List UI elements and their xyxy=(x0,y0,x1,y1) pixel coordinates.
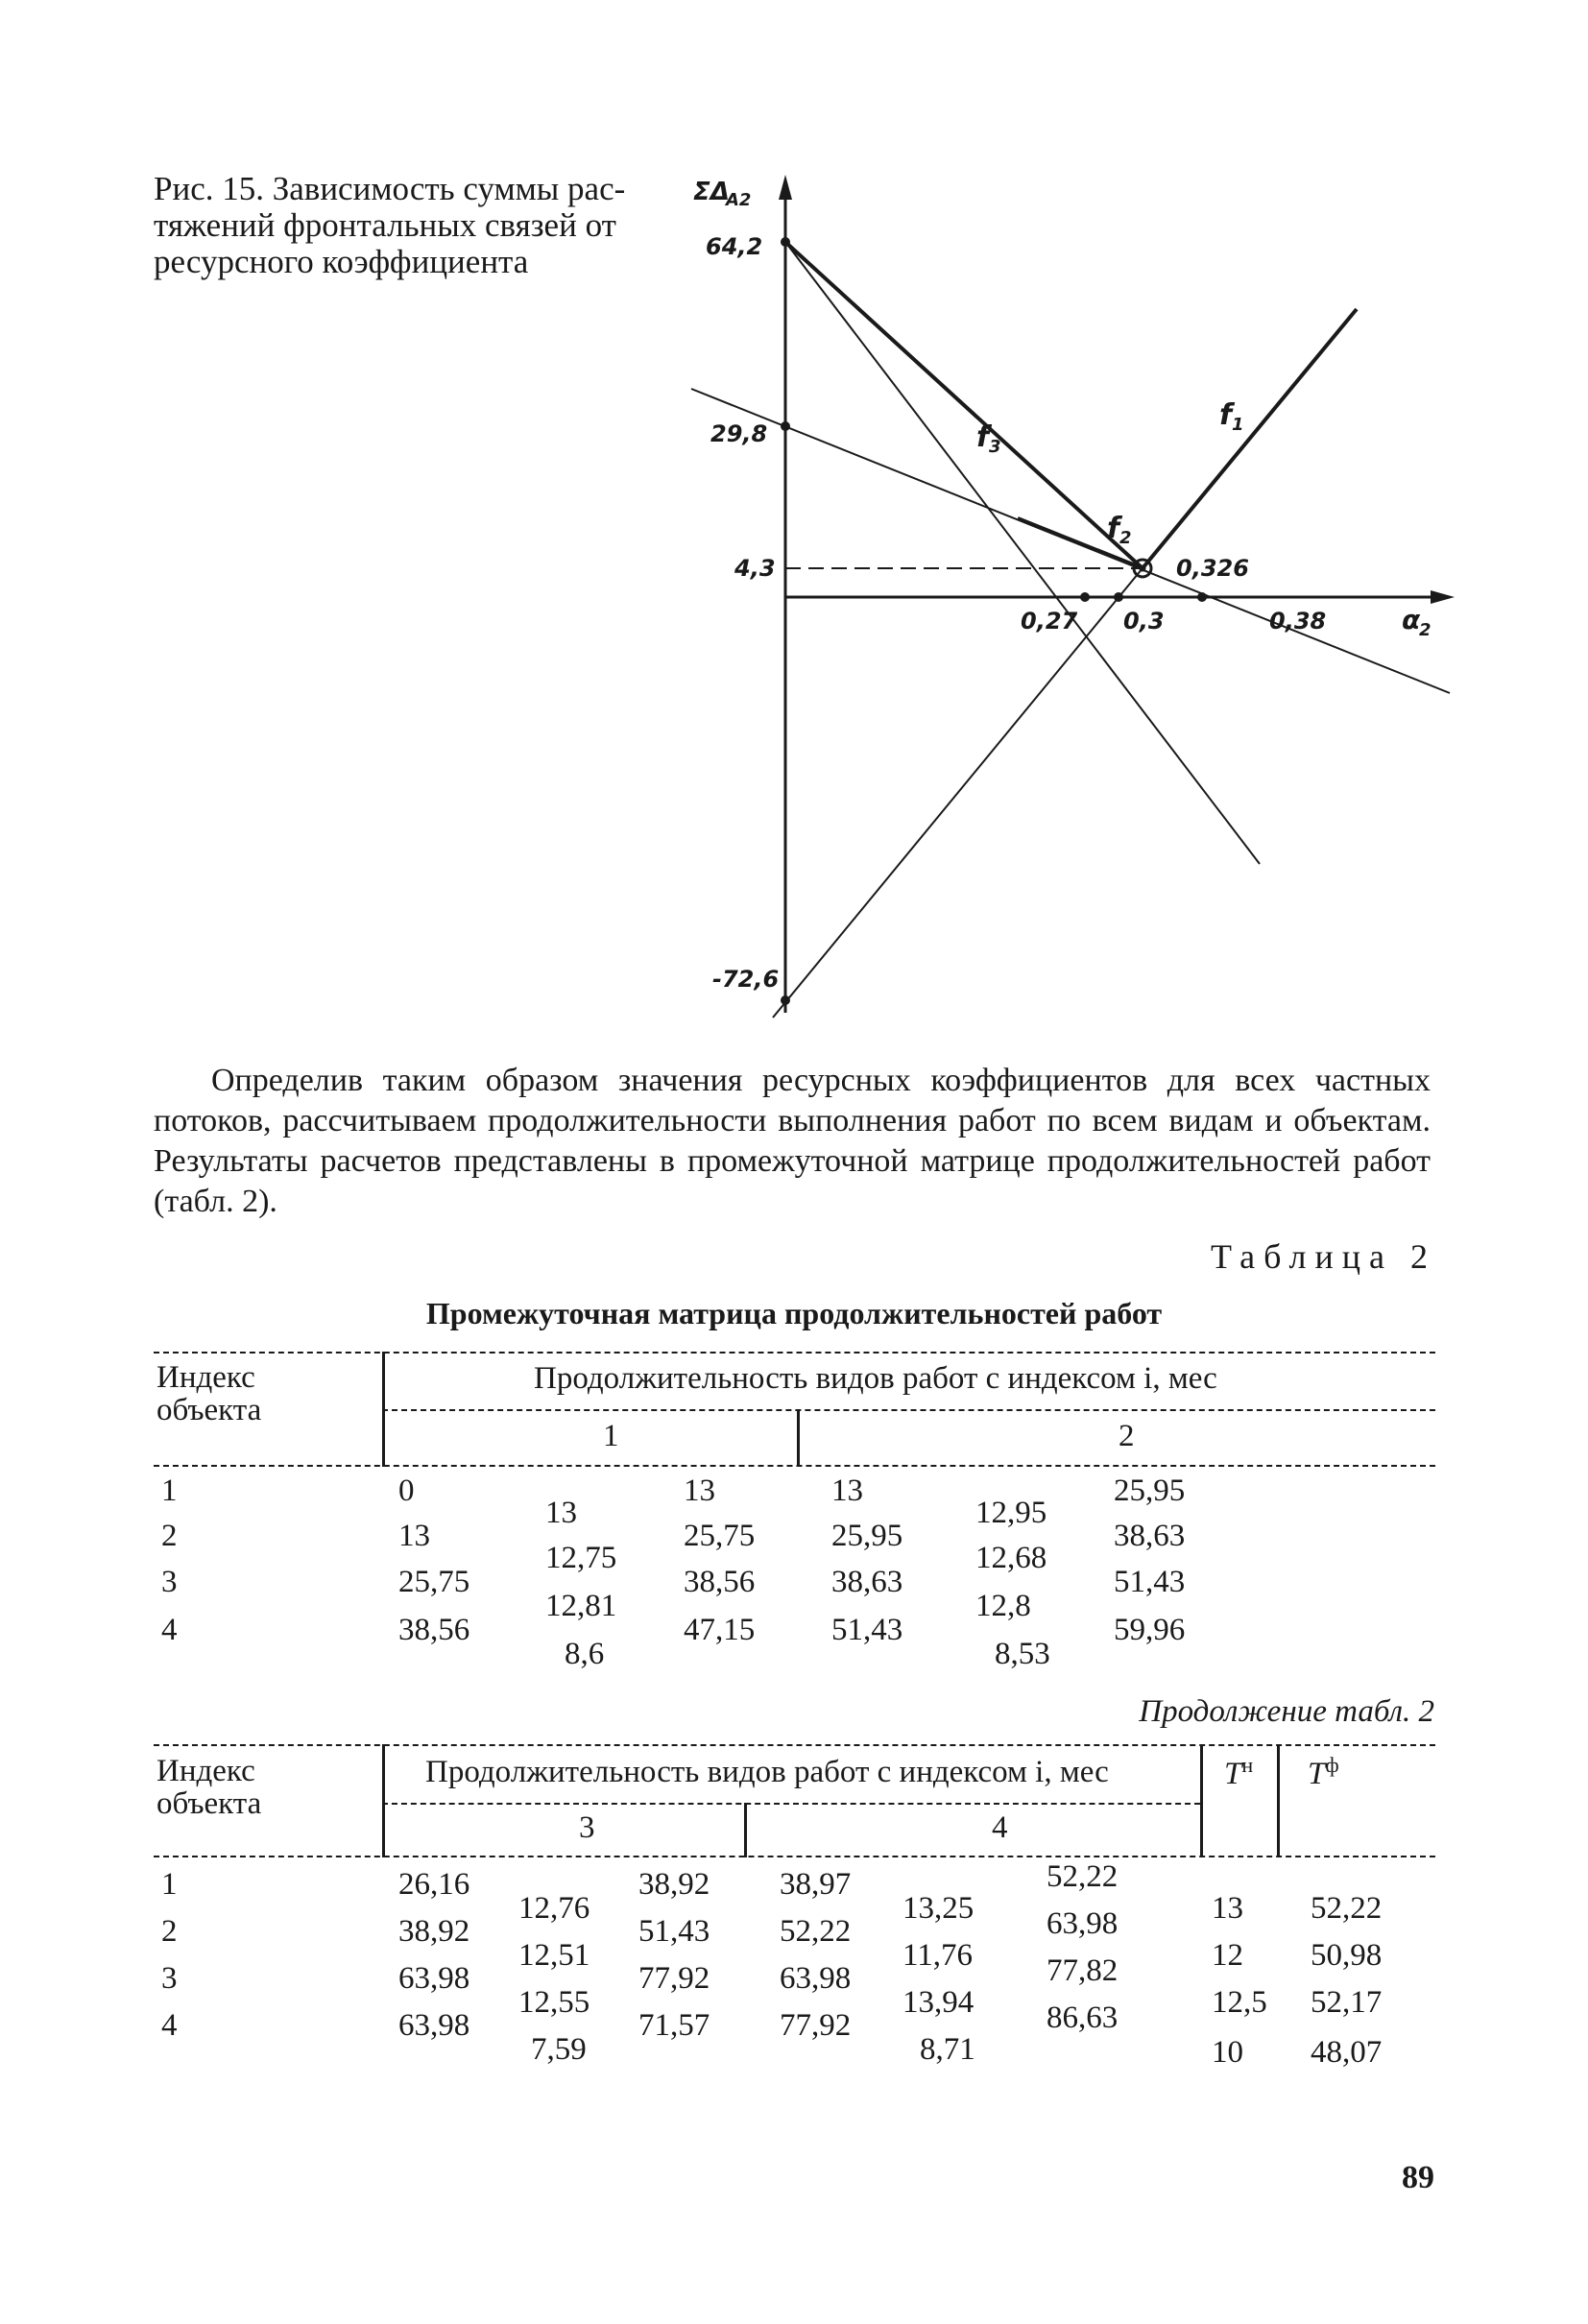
table2-end4: 52,22 xyxy=(1047,1859,1119,1894)
table2-dur4: 13,25 xyxy=(902,1891,974,1926)
table2-tn: 12,5 xyxy=(1212,1985,1267,2020)
table1-end1: 38,56 xyxy=(684,1565,756,1599)
table2-subcol-4: 4 xyxy=(992,1810,1008,1845)
f3-line-bold xyxy=(785,242,1143,568)
point-0-27 xyxy=(1080,592,1090,602)
table2-rule-mid xyxy=(382,1803,1200,1805)
table2-dur3: 12,76 xyxy=(518,1891,590,1926)
x-tick-0-3: 0,3 xyxy=(1123,608,1165,635)
f1-label: f xyxy=(1219,398,1233,432)
table2-header-tn-main: Т xyxy=(1224,1757,1242,1791)
table1-header-span: Продолжительность видов работ с индексом i, мес xyxy=(534,1361,1217,1396)
table1-end1: 13 xyxy=(684,1473,715,1508)
table2-header-tn-sup: н xyxy=(1241,1753,1254,1777)
optimum-label: 0,326 xyxy=(1176,555,1249,582)
table1-end2: 38,63 xyxy=(1114,1519,1186,1553)
table2-end3: 38,92 xyxy=(638,1867,710,1902)
table2-header-tf xyxy=(1308,1753,1339,1792)
table1-dur2: 8,53 xyxy=(995,1637,1050,1671)
table1-end1: 25,75 xyxy=(684,1519,756,1553)
point-64-2 xyxy=(781,237,790,247)
f1-line-thin xyxy=(773,568,1143,1018)
x-axis-label-sub: 2 xyxy=(1419,620,1432,640)
table2-index: 4 xyxy=(161,2008,178,2043)
table2-end3: 77,92 xyxy=(638,1961,710,1996)
table2-start3: 26,16 xyxy=(398,1867,470,1902)
y-tick-minus-72-6: -72,6 xyxy=(712,966,780,993)
table2-dur4: 8,71 xyxy=(920,2032,975,2067)
table1-rule-mid xyxy=(382,1409,1435,1411)
table2-start4: 63,98 xyxy=(780,1961,852,1996)
table2-index: 1 xyxy=(161,1867,178,1902)
table2-end3: 51,43 xyxy=(638,1914,710,1949)
table2-dur4: 13,94 xyxy=(902,1985,974,2020)
table2-start4: 77,92 xyxy=(780,2008,852,2043)
table1-start2: 51,43 xyxy=(831,1613,903,1647)
x-axis-label: α xyxy=(1402,604,1421,635)
table1-header-object: Индекс объекта xyxy=(156,1360,262,1427)
y-tick-29-8: 29,8 xyxy=(710,420,768,447)
y-tick-64-2: 64,2 xyxy=(706,233,763,260)
y-axis-label: ΣΔ xyxy=(693,178,730,206)
table1-dur1: 12,81 xyxy=(545,1589,617,1623)
table1-dur1: 13 xyxy=(545,1496,577,1530)
table-label: Таблица 2 xyxy=(1211,1237,1436,1276)
point-29-8 xyxy=(781,421,790,431)
table2-dur3: 12,55 xyxy=(518,1985,590,2020)
f1-label-sub: 1 xyxy=(1232,415,1244,435)
figure-15-graph xyxy=(0,0,1588,1056)
x-tick-0-27: 0,27 xyxy=(1021,608,1078,635)
table2-tn: 12 xyxy=(1212,1938,1243,1973)
table2-header-tf-sup: ф xyxy=(1325,1753,1339,1777)
table2-tn: 10 xyxy=(1212,2035,1243,2070)
table2-header-tf-main: Т xyxy=(1308,1757,1326,1791)
f2-line-thin xyxy=(691,389,1450,693)
table1-subcol-1: 1 xyxy=(603,1419,619,1453)
table1-dur2: 12,8 xyxy=(975,1589,1031,1623)
table2-header-object: Индекс объекта xyxy=(156,1754,262,1821)
table1-end1: 47,15 xyxy=(684,1613,756,1647)
table1-vrule-sub xyxy=(797,1409,800,1467)
table-title: Промежуточная матрица продолжительностей работ xyxy=(425,1296,1163,1330)
table1-dur1: 12,75 xyxy=(545,1541,617,1575)
table2-vrule-sub xyxy=(744,1803,747,1857)
table2-end4: 86,63 xyxy=(1047,2001,1119,2035)
table2-dur3: 12,51 xyxy=(518,1938,590,1973)
table2-vrule-tf xyxy=(1277,1744,1280,1857)
optimum-marker-inner xyxy=(1140,565,1146,572)
y-tick-4-3: 4,3 xyxy=(734,555,776,582)
y-axis-arrow xyxy=(779,175,792,200)
table2-start4: 38,97 xyxy=(780,1867,852,1902)
page-number: 89 xyxy=(1402,2160,1434,2195)
table1-start2: 38,63 xyxy=(831,1565,903,1599)
y-axis-label-sub: A2 xyxy=(726,190,752,210)
table1-start1: 25,75 xyxy=(398,1565,470,1599)
table1-start1: 13 xyxy=(398,1519,430,1553)
table2-tf: 52,22 xyxy=(1311,1891,1383,1926)
point-0-38 xyxy=(1197,592,1207,602)
f3-label: f xyxy=(976,420,990,454)
table2-start3: 63,98 xyxy=(398,1961,470,1996)
table2-index: 3 xyxy=(161,1961,178,1996)
table1-subcol-2: 2 xyxy=(1119,1419,1135,1453)
table1-dur1: 8,6 xyxy=(565,1637,605,1671)
table1-index: 3 xyxy=(161,1565,178,1599)
table2-index: 2 xyxy=(161,1914,178,1949)
table1-index: 1 xyxy=(161,1473,178,1508)
table1-end2: 25,95 xyxy=(1114,1473,1186,1508)
point-minus-72-6 xyxy=(781,995,790,1005)
table1-start2: 25,95 xyxy=(831,1519,903,1553)
table2-header-tn xyxy=(1224,1753,1253,1792)
table1-rule-top xyxy=(154,1352,1435,1354)
table2-vrule-object xyxy=(382,1744,385,1857)
table1-index: 4 xyxy=(161,1613,178,1647)
table2-start4: 52,22 xyxy=(780,1914,852,1949)
table2-rule-bottom xyxy=(154,1856,1435,1857)
table2-dur4: 11,76 xyxy=(902,1938,974,1973)
table2-end4: 77,82 xyxy=(1047,1953,1119,1988)
figure-caption: Рис. 15. Зависимость суммы рас-тяжений фронтальных связей от ресурсного коэффициента xyxy=(154,170,626,280)
table2-rule-top xyxy=(154,1744,1435,1746)
table1-start1: 0 xyxy=(398,1473,415,1508)
x-tick-0-38: 0,38 xyxy=(1269,608,1327,635)
table2-end4: 63,98 xyxy=(1047,1906,1119,1941)
table1-start2: 13 xyxy=(831,1473,863,1508)
table2-dur3: 7,59 xyxy=(531,2032,587,2067)
f3-line-thin xyxy=(785,242,1260,864)
table2-subcol-3: 3 xyxy=(579,1810,595,1845)
table2-tf: 50,98 xyxy=(1311,1938,1383,1973)
table2-tn: 13 xyxy=(1212,1891,1243,1926)
table1-dur2: 12,68 xyxy=(975,1541,1047,1575)
continuation-label: Продолжение табл. 2 xyxy=(1139,1694,1434,1729)
table2-header-span: Продолжительность видов работ с индексом i, мес xyxy=(425,1755,1109,1789)
point-0-3 xyxy=(1114,592,1123,602)
table1-end2: 59,96 xyxy=(1114,1613,1186,1647)
table2-tf: 48,07 xyxy=(1311,2035,1383,2070)
table1-dur2: 12,95 xyxy=(975,1496,1047,1530)
table1-start1: 38,56 xyxy=(398,1613,470,1647)
body-paragraph: Определив таким образом значения ресурсных коэффициентов для всех частных потоков, рассчитываем продолжительности выполнения работ по всем видам и объектам. Результаты расчетов представлены в промежуточной матрице продолжительностей работ (табл. 2). xyxy=(154,1063,1431,1219)
f3-label-sub: 3 xyxy=(989,437,1001,457)
table2-end3: 71,57 xyxy=(638,2008,710,2043)
f1-line-bold xyxy=(1143,309,1357,568)
table1-end2: 51,43 xyxy=(1114,1565,1186,1599)
table2-start3: 63,98 xyxy=(398,2008,470,2043)
f2-label: f xyxy=(1107,512,1120,545)
f2-label-sub: 2 xyxy=(1119,528,1132,548)
table1-index: 2 xyxy=(161,1519,178,1553)
table1-rule-bottom xyxy=(154,1465,1435,1467)
x-axis-arrow xyxy=(1431,590,1455,604)
table2-start3: 38,92 xyxy=(398,1914,470,1949)
table2-tf: 52,17 xyxy=(1311,1985,1383,2020)
table2-vrule-tn xyxy=(1200,1744,1203,1857)
